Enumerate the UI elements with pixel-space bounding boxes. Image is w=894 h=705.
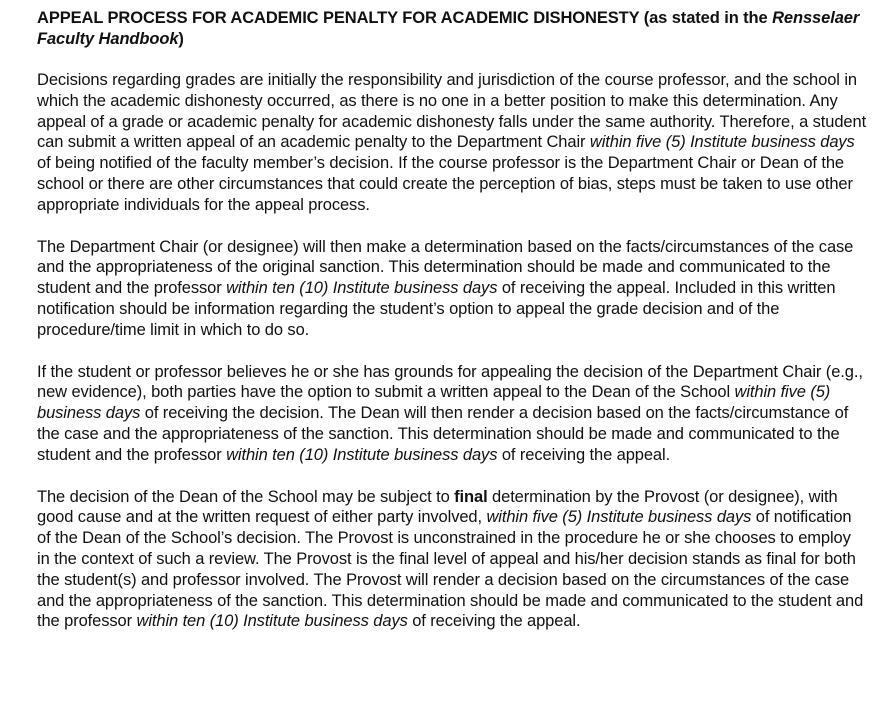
- paragraph-text: The decision of the Dean of the School may be subject to: [37, 487, 455, 506]
- paragraph-text: of receiving the decision. The Dean will then render a decision based on the facts/circumstance of the case and the appropriateness of the sanction. This determination should be made and communicated to the student and the professor: [37, 404, 849, 464]
- deadline-text: within five (5) Institute business days: [486, 508, 752, 527]
- paragraph-department-chair: [37, 237, 867, 341]
- deadline-text: within five (5) business days: [37, 383, 831, 423]
- paragraph-text: of notification of the Dean of the School’s decision. The Provost is unconstrained in the procedure he or she chooses to employ in the context of such a review. The Provost is the final level of appeal and his/her decision stands as final for both the student(s) and professor involved. The Provost will render a decision based on the circumstances of the case and the appropriateness of the sanction. This determination should be made and communicated to the student and the professor: [37, 508, 864, 631]
- paragraph-text: determination by the Provost (or designee), with good cause and at the written request of either party involved,: [37, 487, 838, 527]
- emphasis-final: final: [454, 487, 488, 506]
- paragraph-grade-responsibility: [37, 70, 867, 216]
- heading-close: ): [178, 30, 184, 48]
- deadline-text: within ten (10) Institute business days: [226, 279, 498, 298]
- paragraph-dean-appeal: [37, 362, 867, 466]
- paragraph-provost: [37, 487, 867, 633]
- deadline-text: within ten (10) Institute business days: [136, 612, 408, 631]
- paragraph-text: If the student or professor believes he or she has grounds for appealing the decision of the Department Chair (e.g., new evidence), both parties have the option to submit a written appeal to the Dean of the School: [37, 362, 863, 402]
- heading-source: Rensselaer Faculty Handbook: [37, 9, 860, 48]
- document-page: [37, 8, 867, 653]
- document-heading: [37, 8, 867, 50]
- paragraph-text: of receiving the appeal. Included in this written notification should be information regarding the student’s option to appeal the grade decision and of the procedure/time limit in which to do so.: [37, 279, 836, 339]
- paragraph-text: of receiving the appeal.: [407, 612, 581, 631]
- heading-text: APPEAL PROCESS FOR ACADEMIC PENALTY FOR ACADEMIC DISHONESTY (as stated in the: [37, 9, 773, 27]
- deadline-text: within five (5) Institute business days: [589, 133, 855, 152]
- paragraph-text: of being notified of the faculty member’s decision. If the course professor is the Department Chair or Dean of the school or there are other circumstances that could create the perception of bias, steps must be taken to use other appropriate individuals for the appeal process.: [37, 154, 853, 214]
- paragraph-text: Decisions regarding grades are initially the responsibility and jurisdiction of the course professor, and the school in which the academic dishonesty occurred, as there is no one in a better position to make this determination. Any appeal of a grade or academic penalty for academic dishonesty falls under the same authority. Therefore, a student can submit a written appeal of an academic penalty to the Department Chair: [37, 71, 867, 152]
- paragraph-text: The Department Chair (or designee) will then make a determination based on the facts/circumstances of the case and the appropriateness of the original sanction. This determination should be made and communicated to the student and the professor: [37, 237, 854, 298]
- deadline-text: within ten (10) Institute business days: [226, 445, 498, 464]
- paragraph-text: of receiving the appeal.: [497, 445, 671, 464]
